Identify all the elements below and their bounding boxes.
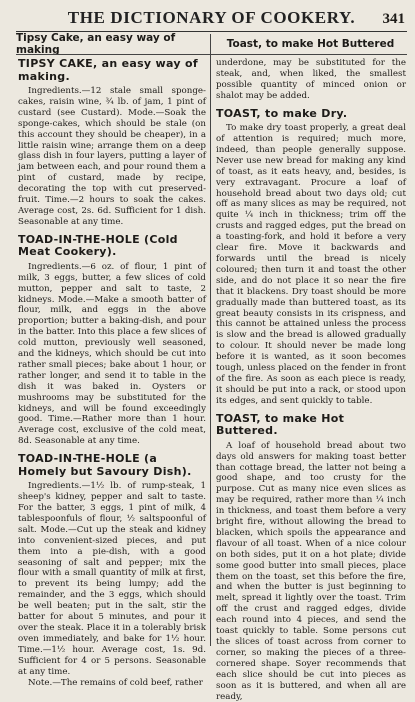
entry-body-toad-cold-meat: Ingredients.—6 oz. of flour, 1 pint of milk, 3 eggs, butter, a few slices of cold mutton, pepper and salt to taste, 2 kidneys. Mode.—Make a smooth batter of flour, milk, and eggs in the above proportion; butter a baking-dish, and pour in the batter. Into this place a few slices of cold mutton, previously well seasoned, and the kidneys, which should be cut into rather small pieces; bake about 1 hour, or rather longer, and send it to table in the dish it was baked in. Oysters or mushrooms may be substituted for the kidneys, and will be found exceedingly good. Time.—Rather more than 1 hour. Average cost, exclusive of the cold meat, 8d. Seasonable at any time.: [18, 261, 206, 447]
entry-heading-toast-buttered: TOAST, to make Hot Buttered.: [216, 411, 345, 438]
continued-text: underdone, may be substituted for the steak, and, when liked, the smallest possible quantity of minced onion or shalot may be added.: [216, 58, 406, 101]
entry-heading-toast-dry: TOAST, to make Dry.: [216, 106, 348, 120]
entry-heading-tipsy-cake: TIPSY CAKE, an easy way of making.: [18, 57, 198, 83]
right-column-subhead: Toast, to make Hot Buttered: [226, 38, 395, 50]
column-divider: [210, 34, 211, 646]
entry-body-tipsy-cake: Ingredients.—12 stale small sponge-cakes, raisin wine, ¾ lb. of jam, 1 pint of custard (see Custard). Mode.—Soak the sponge-cakes, which should be stale (on this account they should be cheaper), in a little raisin wine; arrange them on a deep glass dish in four layers, putting a layer of jam between each, and pour round them a pint of custard, made by recipe, decorating the top with cut preserved-fruit. Time.—2 hours to soak the cakes. Average cost, 2s. 6d. Sufficient for 1 dish. Seasonable at any time.: [18, 86, 206, 227]
left-column: [18, 58, 206, 688]
right-column: [216, 58, 406, 702]
left-column-subhead: Tipsy Cake, an easy way of making: [16, 32, 176, 56]
entry-heading-toad-savoury: TOAD-IN-THE-HOLE (a Homely but Savoury Dish).: [18, 452, 192, 478]
entry-note-toad-savoury: Note.—The remains of cold beef, rather: [28, 677, 203, 688]
entry-body-toast-dry: To make dry toast properly, a great deal of attention is required; much more, indeed, than people generally suppose. Never use new bread for making any kind of toast, as it eats heavy, and, besides, is very extravagant. Procure a loaf of household bread about two days old; cut off as many slices as may be required, not quite ¼ inch in thickness; trim off the crusts and ragged edges, put the bread on a toasting-fork, and hold it before a very clear fire. Move it backwards and forwards until the bread is nicely coloured; then turn it and toast the other side, and do not place it so near the fire that it blackens. Dry toast should be more gradually made than buttered toast, as its great beauty consists in its crispness, and this cannot be attained unless the process is slow and the bread is allowed gradually to colour. It should never be made long before it is wanted, as it soon becomes tough, unless placed on the fender in front of the fire. As soon as each piece is ready, it should be put into a rack, or stood upon its edges, and sent quickly to table.: [216, 123, 406, 406]
entry-body-toast-buttered: A loaf of household bread about two days old answers for making toast better than cottage bread, the latter not being a good shape, and too crusty for the purpose. Cut as many nice even slices as may be required, rather more than ¼ inch in thickness, and toast them before a very bright fire, without allowing the bread to blacken, which spoils the appearance and flavour of all toast. When of a nice colour on both sides, put it on a hot plate; divide some good butter into small pieces, place them on the toast, set this before the fire, and when the butter is just beginning to melt, spread it lightly over the toast. Trim off the crust and ragged edges, divide each round into 4 pieces, and send the toast quickly to table. Some persons cut the slices of toast across from corner to corner, so making the pieces of a three-cornered shape. Soyer recommends that each slice should be cut into pieces as soon as it is buttered, and when all are ready,: [216, 440, 406, 702]
running-header: [16, 6, 407, 28]
entry-heading-toad-cold-meat: TOAD-IN-THE-HOLE (Cold Meat Cookery).: [18, 232, 178, 259]
page-number: 341: [382, 11, 405, 27]
page-title: THE DICTIONARY OF COOKERY.: [67, 8, 356, 27]
subhead-rule: [16, 54, 407, 55]
entry-body-toad-savoury: Ingredients.—1½ lb. of rump-steak, 1 sheep's kidney, pepper and salt to taste. For the batter, 3 eggs, 1 pint of milk, 4 tablespoonfuls of flour, ½ saltspoonful of salt. Mode.—Cut up the steak and kidney into convenient-sized pieces, and put them into a pie-dish, with a good seasoning of salt and pepper; mix the flour with a small quantity of milk at first, to prevent its being lumpy; add the remainder, and the 3 eggs, which should be well beaten; put in the salt, stir the batter for about 5 minutes, and pour it over the steak. Place it in a tolerably brisk oven immediately, and bake for 1½ hour. Time.—1½ hour. Average cost, 1s. 9d. Sufficient for 4 or 5 persons. Seasonable at any time.: [18, 481, 206, 677]
